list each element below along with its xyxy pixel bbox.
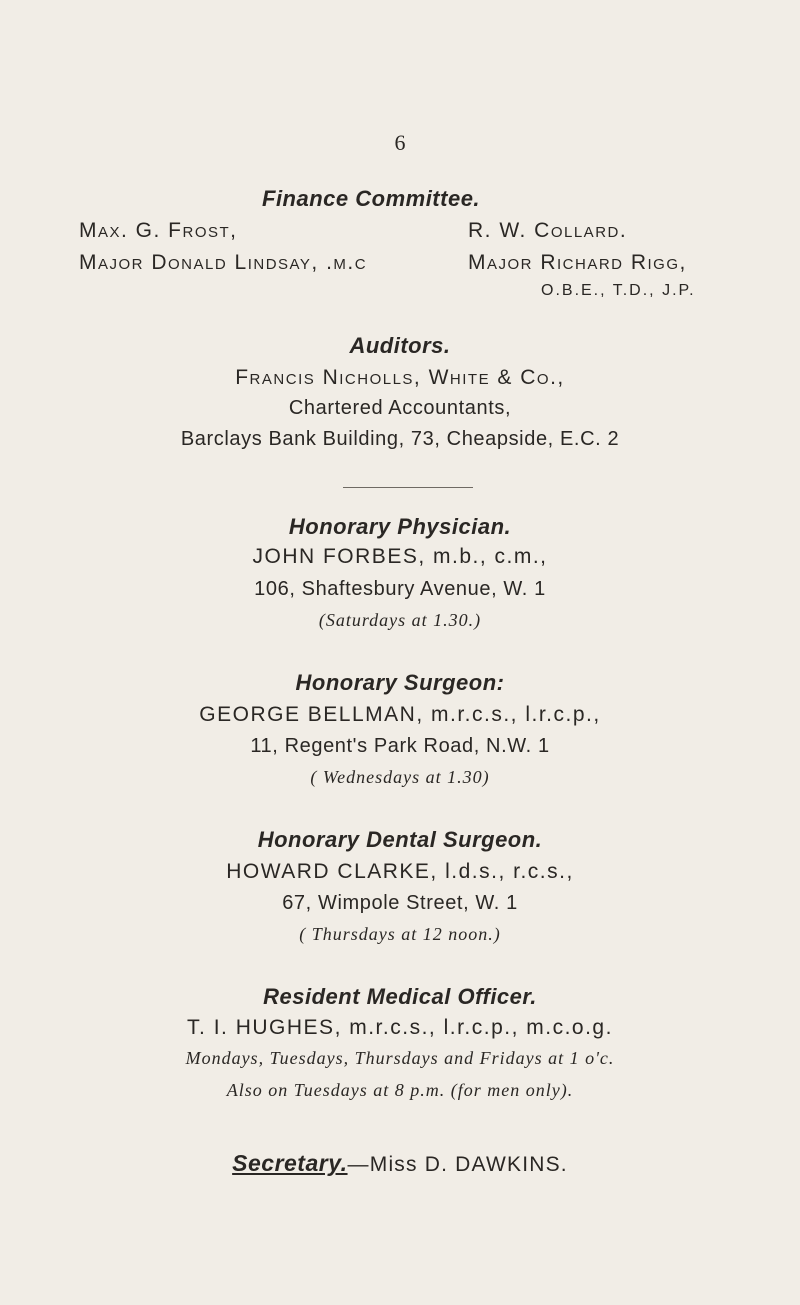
physician-hours: (Saturdays at 1.30.) — [318, 610, 482, 630]
member-rigg: Major Richard Rigg, — [468, 251, 687, 274]
dental-heading: Honorary Dental Surgeon. — [257, 827, 543, 852]
resident-heading: Resident Medical Officer. — [263, 984, 537, 1009]
physician-name: JOHN FORBES, m.b., c.m., — [252, 545, 548, 568]
secretary-label: Secretary. — [232, 1150, 348, 1176]
auditor-profession: Chartered Accountants, — [288, 397, 512, 419]
finance-committee-heading: Finance Committee. — [262, 186, 481, 211]
secretary-name: —Miss D. DAWKINS. — [347, 1153, 568, 1176]
auditor-firm: Francis Nicholls, White & Co., — [235, 366, 565, 389]
secretary-line — [0, 1150, 800, 1177]
resident-name: T. I. HUGHES, m.r.c.s., l.r.c.p., m.c.o.g. — [187, 1016, 613, 1039]
dental-name: HOWARD CLARKE, l.d.s., r.c.s., — [226, 860, 574, 883]
physician-address: 106, Shaftesbury Avenue, W. 1 — [254, 578, 546, 600]
resident-hours: Mondays, Tuesdays, Thursdays and Fridays at 1 o'c. — [185, 1048, 615, 1068]
dental-address: 67, Wimpole Street, W. 1 — [282, 892, 518, 914]
member-frost: Max. G. Frost, — [79, 219, 238, 242]
surgeon-name: GEORGE BELLMAN, m.r.c.s., l.r.c.p., — [199, 703, 601, 726]
member-collard: R. W. Collard. — [468, 219, 628, 242]
physician-heading: Honorary Physician. — [288, 514, 512, 539]
resident-evening-hours: Also on Tuesdays at 8 p.m. (for men only). — [226, 1080, 574, 1100]
member-rigg-honours: O.B.E., T.D., J.P. — [541, 282, 696, 299]
surgeon-address: 11, Regent's Park Road, N.W. 1 — [250, 735, 550, 757]
page-number: 6 — [394, 130, 406, 155]
section-divider — [343, 487, 473, 488]
dental-hours: ( Thursdays at 12 noon.) — [299, 924, 501, 944]
surgeon-heading: Honorary Surgeon: — [295, 670, 505, 695]
member-lindsay: Major Donald Lindsay, .m.c — [79, 251, 368, 274]
auditor-address: Barclays Bank Building, 73, Cheapside, E.C. 2 — [180, 428, 620, 450]
auditors-heading: Auditors. — [349, 333, 451, 358]
surgeon-hours: ( Wednesdays at 1.30) — [310, 767, 490, 787]
